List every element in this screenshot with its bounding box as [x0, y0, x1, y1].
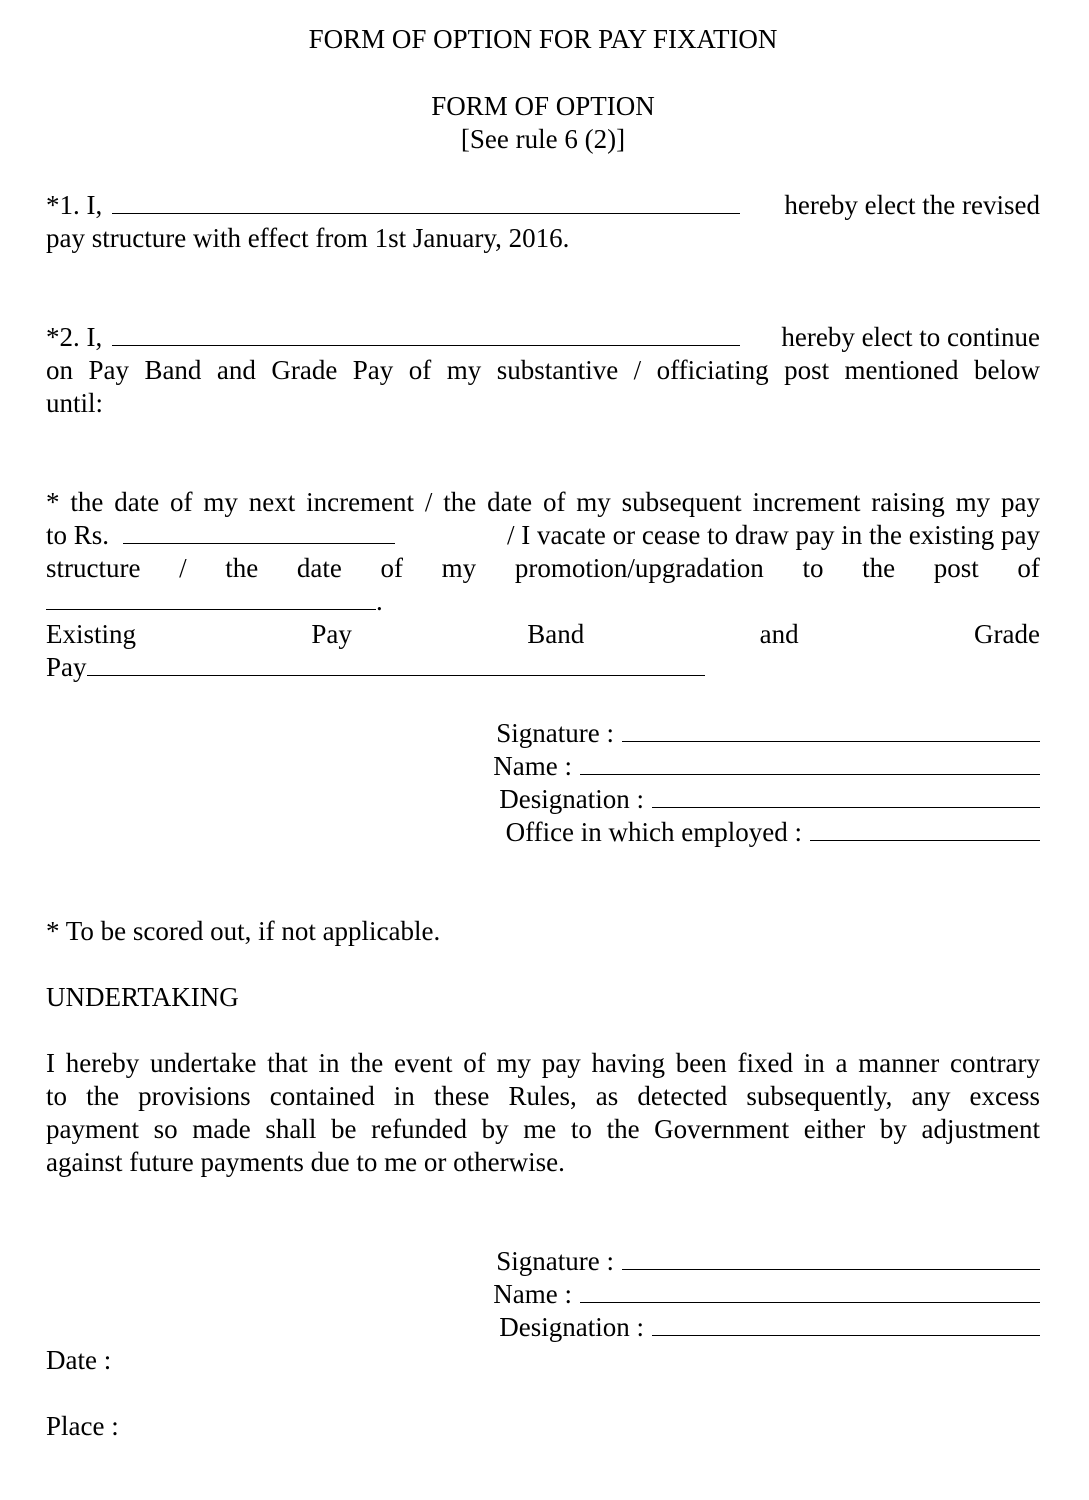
- post-field[interactable]: [46, 587, 376, 610]
- word: Grade: [974, 619, 1040, 649]
- signature-block-2: [488, 1245, 1040, 1344]
- place-label: Place :: [46, 1411, 119, 1441]
- undertaking-line: against future payments due to me or otherwise.: [46, 1147, 565, 1177]
- office-field[interactable]: [810, 818, 1040, 841]
- name-field[interactable]: [580, 1280, 1040, 1303]
- existing-pay-field[interactable]: [87, 653, 705, 676]
- increment-section: [46, 486, 1040, 618]
- undertaking-line: payment so made shall be refunded by me to the Government either by adjustment: [46, 1114, 1040, 1144]
- word: and: [759, 619, 799, 649]
- option-1-prefix: *1. I,: [46, 190, 103, 220]
- option-1-section: [46, 189, 1040, 255]
- signature-label: Signature :: [496, 1246, 614, 1276]
- designation-field[interactable]: [652, 1313, 1040, 1336]
- existing-pay-line-1: [46, 618, 1040, 651]
- signature-block-1: [488, 717, 1040, 849]
- increment-line-2-suffix: / I vacate or cease to draw pay in the existing pay: [506, 520, 1040, 550]
- office-label: Office in which employed :: [505, 817, 802, 847]
- amount-field[interactable]: [123, 521, 395, 544]
- word: Existing: [46, 619, 137, 649]
- option-2-section: [46, 321, 1040, 420]
- designation-label: Designation :: [499, 1312, 644, 1342]
- post-field-period: .: [376, 586, 383, 616]
- word: the: [225, 553, 259, 583]
- word: Pay: [311, 619, 352, 649]
- word: my: [441, 553, 477, 583]
- option-1-name-field[interactable]: [112, 191, 740, 214]
- footnote: * To be scored out, if not applicable.: [46, 916, 441, 946]
- increment-line-3: [46, 552, 1040, 585]
- designation-field[interactable]: [652, 785, 1040, 808]
- option-2-suffix: hereby elect to continue: [781, 322, 1040, 352]
- undertaking-line: I hereby undertake that in the event of my pay having been fixed in a manner contrary: [46, 1048, 1040, 1078]
- form-title: FORM OF OPTION: [431, 91, 655, 121]
- word: the: [862, 553, 896, 583]
- word: date: [296, 553, 342, 583]
- word: Band: [527, 619, 585, 649]
- signature-field[interactable]: [622, 1247, 1040, 1270]
- undertaking-body: [46, 1047, 1040, 1179]
- word: of: [1017, 553, 1040, 583]
- existing-pay-label: Pay: [46, 652, 87, 682]
- increment-to-rs: to Rs.: [46, 520, 110, 550]
- option-2-line-3: until:: [46, 388, 104, 418]
- word: post: [933, 553, 979, 583]
- page-title: FORM OF OPTION FOR PAY FIXATION: [308, 24, 778, 54]
- option-2-prefix: *2. I,: [46, 322, 103, 352]
- name-label: Name :: [493, 751, 572, 781]
- undertaking-line: to the provisions contained in these Rules, as detected subsequently, any excess: [46, 1081, 1040, 1111]
- signature-field[interactable]: [622, 719, 1040, 742]
- signature-label: Signature :: [496, 718, 614, 748]
- rule-reference: [See rule 6 (2)]: [460, 124, 626, 154]
- word: structure: [46, 553, 141, 583]
- option-2-name-field[interactable]: [112, 323, 740, 346]
- name-field[interactable]: [580, 752, 1040, 775]
- option-1-line-2: pay structure with effect from 1st January, 2016.: [46, 223, 570, 253]
- existing-pay-section: [46, 618, 1040, 684]
- option-2-line-2: on Pay Band and Grade Pay of my substantive / officiating post mentioned below: [46, 355, 1040, 385]
- word: /: [179, 553, 187, 583]
- date-label: Date :: [46, 1345, 112, 1375]
- designation-label: Designation :: [499, 784, 644, 814]
- name-label: Name :: [493, 1279, 572, 1309]
- option-1-suffix: hereby elect the revised: [784, 190, 1040, 220]
- word: to: [802, 553, 824, 583]
- word: promotion/upgradation: [514, 553, 764, 583]
- undertaking-heading: UNDERTAKING: [46, 982, 239, 1012]
- word: of: [380, 553, 404, 583]
- increment-line-1: * the date of my next increment / the date of my subsequent increment raising my pay: [46, 487, 1040, 517]
